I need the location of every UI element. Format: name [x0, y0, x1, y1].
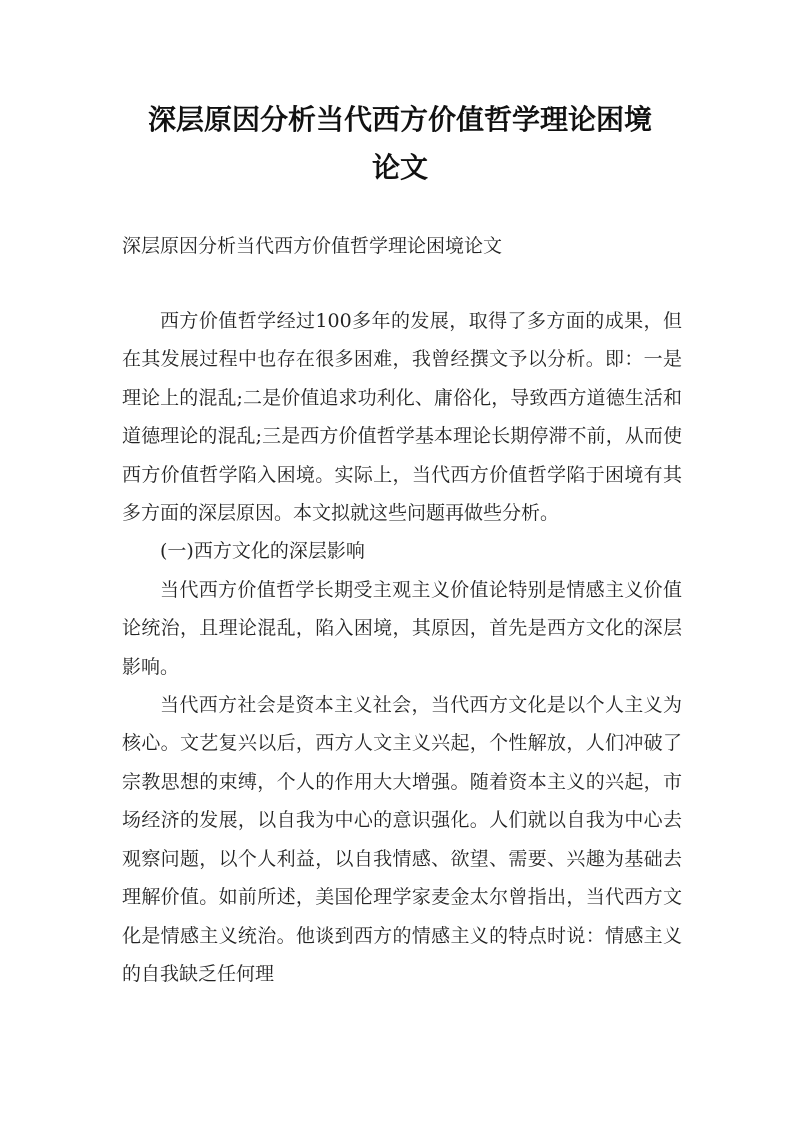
paragraph: 当代西方价值哲学长期受主观主义价值论特别是情感主义价值论统治，且理论混乱，陷入困境，其原因，首先是西方文化的深层影响。: [122, 578, 682, 678]
paragraph: 当代西方社会是资本主义社会，当代西方文化是以个人主义为核心。文艺复兴以后，西方人文主义兴起，个性解放，人们冲破了宗教思想的束缚，个人的作用大大增强。随着资本主义的兴起，市场经济的发展，以自我为中心的意识强化。人们就以自我为中心去观察问题，以个人利益，以自我情感、欲望、需要、兴趣为基础去理解价值。如前所述，美国伦理学家麦金太尔曾指出，当代西方文化是情感主义统治。他谈到西方的情感主义的特点时说：情感主义的自我缺乏任何理: [122, 694, 682, 985]
document-body: [122, 302, 682, 993]
paragraph-intro: 西方价值哲学经过100多年的发展，取得了多方面的成果，但在其发展过程中也存在很多困难，我曾经撰文予以分析。即：一是理论上的混乱;二是价值追求功利化、庸俗化，导致西方道德生活和道德理论的混乱;三是西方价值哲学基本理论长期停滞不前，从而使西方价值哲学陷入困境。实际上，当代西方价值哲学陷于困境有其多方面的深层原因。本文拟就这些问题再做些分析。: [122, 310, 682, 525]
document-subtitle: 深层原因分析当代西方价值哲学理论困境论文: [122, 235, 503, 257]
title-line-1: 深层原因分析当代西方价值哲学理论困境: [147, 103, 652, 136]
document-title: [100, 96, 700, 192]
section-heading: (一)西方文化的深层影响: [160, 540, 365, 563]
title-line-2: 论文: [371, 151, 428, 184]
